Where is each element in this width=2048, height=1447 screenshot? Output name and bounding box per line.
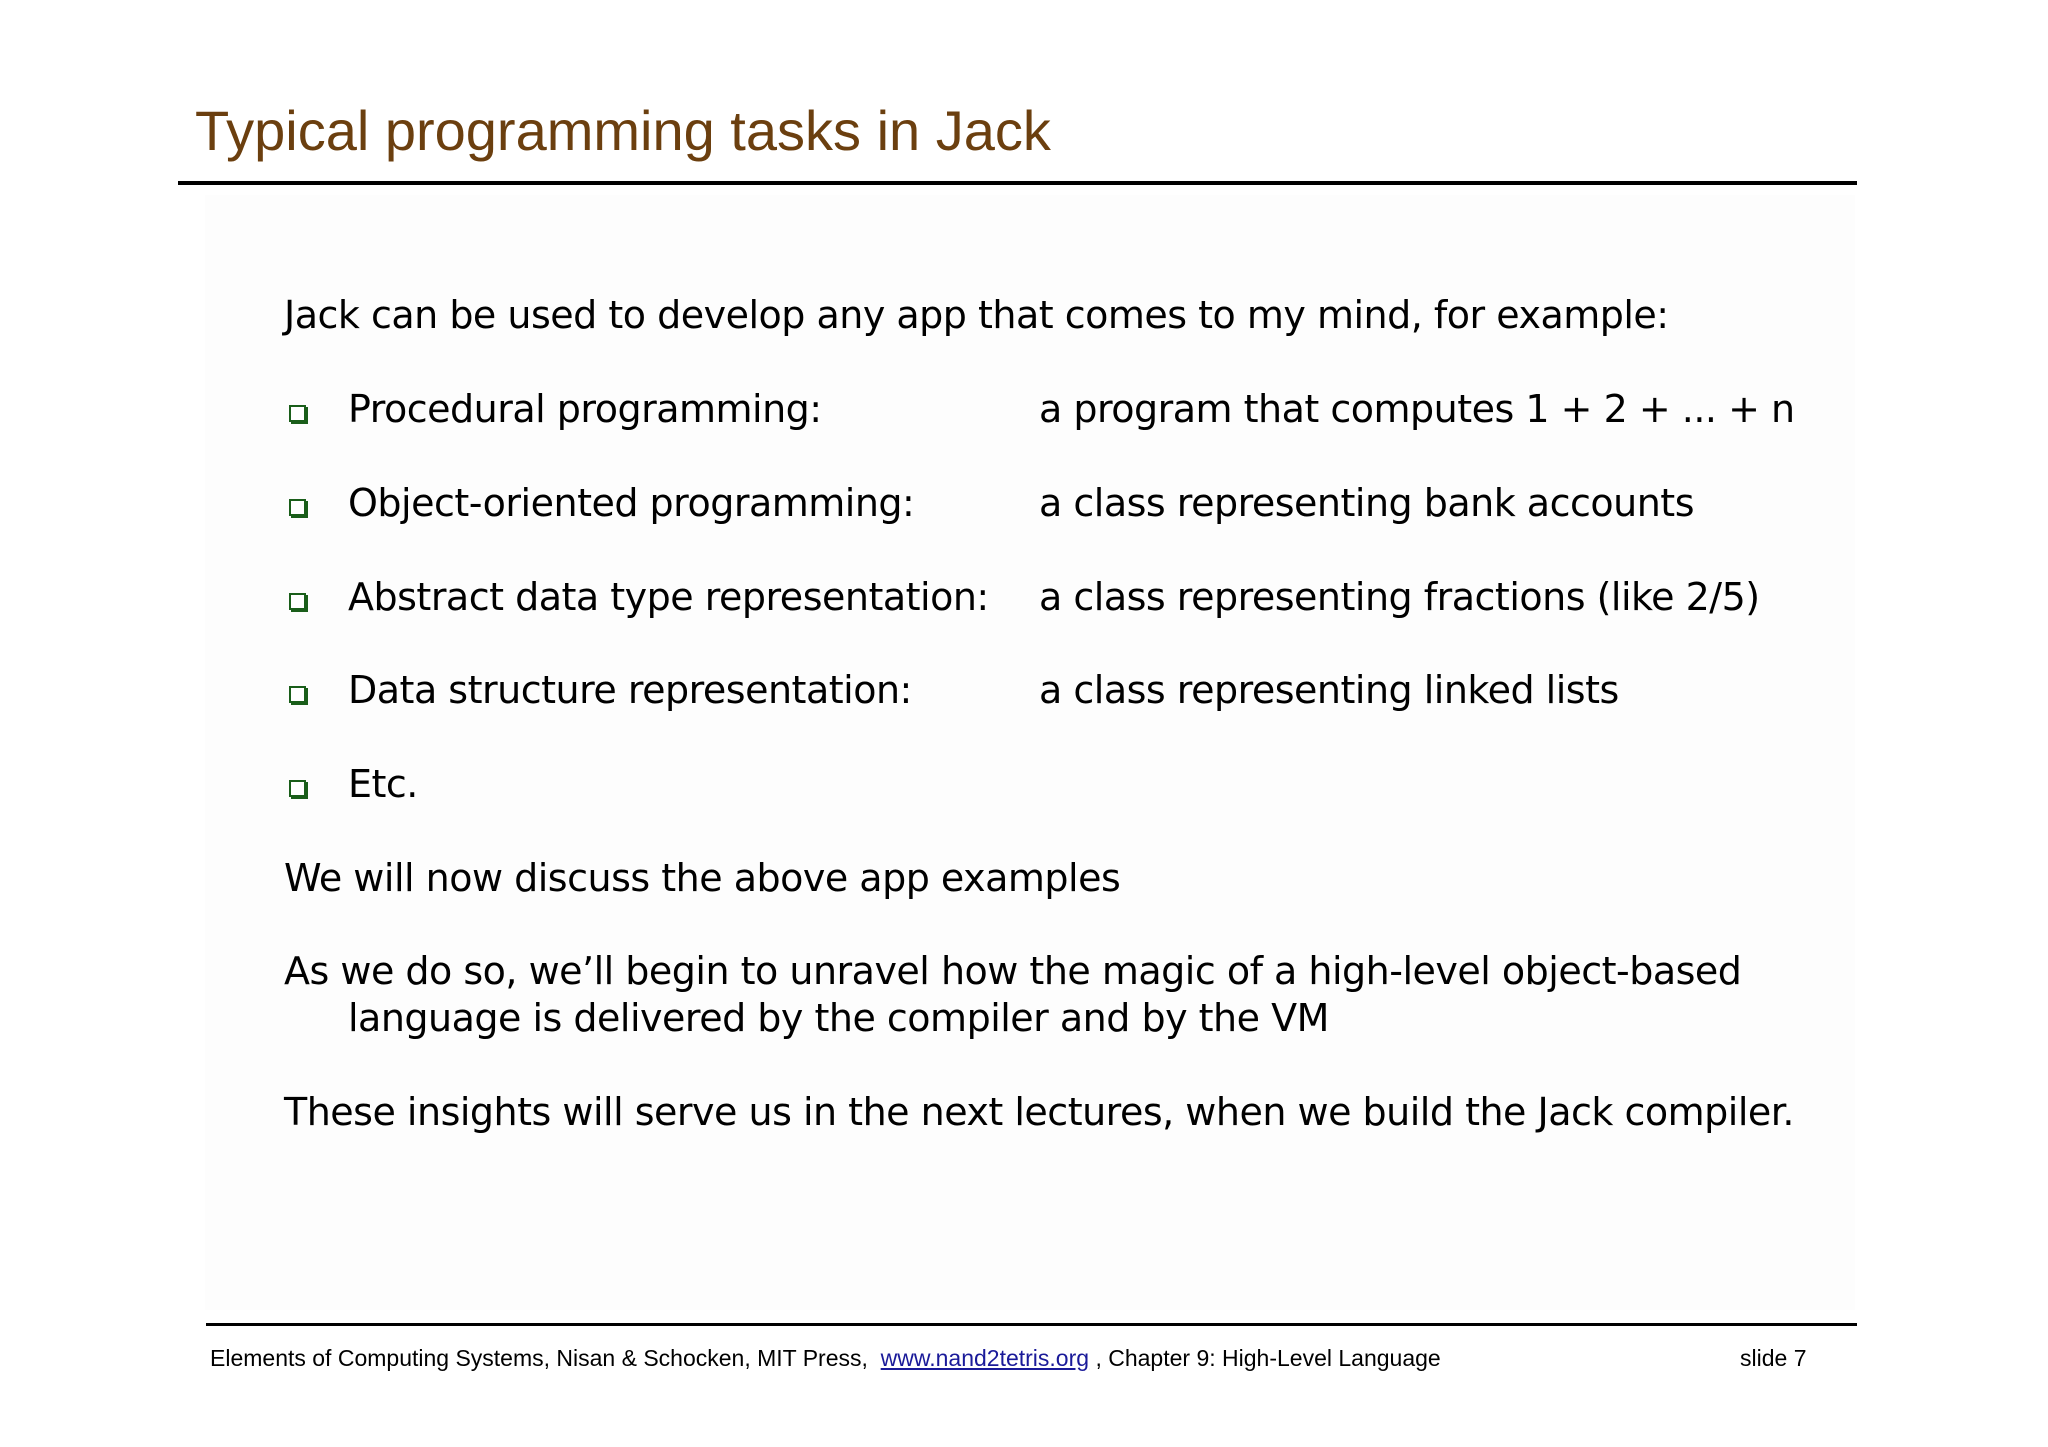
slide-content	[205, 195, 1855, 1310]
bullet-label-adt: Abstract data type representation:	[348, 575, 989, 619]
bullet-square-icon	[289, 593, 306, 610]
nand2tetris-link[interactable]: www.nand2tetris.org	[880, 1345, 1090, 1371]
insights-text: These insights will serve us in the next lectures, when we build the Jack compiler.	[284, 1090, 1794, 1134]
footer-citation	[210, 1345, 1441, 1372]
bullet-square-icon	[289, 686, 306, 703]
bullet-square-icon	[289, 499, 306, 516]
footer-text-before: Elements of Computing Systems, Nisan & Schocken, MIT Press,	[210, 1345, 868, 1371]
discuss-text: We will now discuss the above app examples	[284, 856, 1121, 900]
bullet-label-data-structure: Data structure representation:	[348, 668, 912, 712]
intro-text: Jack can be used to develop any app that comes to my mind, for example:	[284, 293, 1669, 337]
title-divider	[178, 181, 1857, 185]
footer-divider	[206, 1323, 1857, 1326]
slide-title: Typical programming tasks in Jack	[195, 99, 1051, 162]
bullet-example-adt: a class representing fractions (like 2/5)	[1039, 575, 1760, 619]
unravel-text-line1: As we do so, we’ll begin to unravel how the magic of a high-level object-based	[284, 949, 1742, 993]
slide-number: slide 7	[1740, 1345, 1807, 1371]
footer-text-after: , Chapter 9: High-Level Language	[1095, 1345, 1441, 1371]
bullet-label-etc: Etc.	[348, 762, 418, 806]
bullet-label-procedural: Procedural programming:	[348, 387, 822, 431]
bullet-square-icon	[289, 780, 306, 797]
bullet-example-data-structure: a class representing linked lists	[1039, 668, 1619, 712]
bullet-example-procedural: a program that computes 1 + 2 + ... + n	[1039, 387, 1795, 431]
bullet-square-icon	[289, 405, 306, 422]
bullet-label-oop: Object-oriented programming:	[348, 481, 915, 525]
unravel-text-line2: language is delivered by the compiler and by the VM	[348, 996, 1329, 1040]
bullet-example-oop: a class representing bank accounts	[1039, 481, 1694, 525]
